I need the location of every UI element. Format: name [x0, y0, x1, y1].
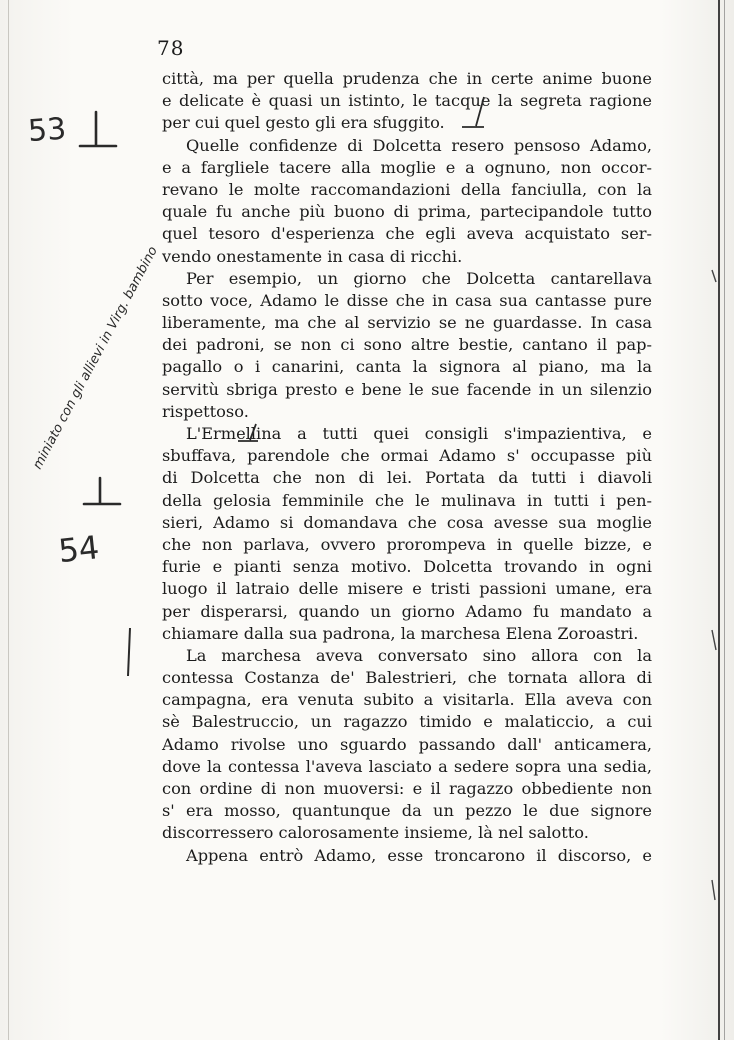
text-line: Adamo rivolse uno sguardo passando dall' anticamera,: [162, 734, 652, 754]
pencil-vertical-line: [128, 628, 130, 676]
text-line: discorressero calorosamente insieme, là nel salotto.: [162, 823, 589, 843]
text-line: Appena entrò Adamo, esse troncarono il discorso, e: [186, 845, 652, 865]
body-text: [162, 68, 652, 867]
text-line: liberamente, ma che al servizio se ne guardasse. In casa: [162, 313, 652, 333]
text-line: con ordine di non muoversi: e il ragazzo obbediente non: [162, 779, 652, 798]
text-line: furie e pianti senza motivo. Dolcetta trovando in ogni: [162, 557, 652, 577]
text-line: di Dolcetta che non di lei. Portata da tutti i diavoli: [162, 468, 652, 488]
margin-note-diagonal: miniato con gli allievi in Virg. bambino: [30, 244, 161, 472]
text-line: La marchesa aveva conversato sino allora con la: [186, 645, 652, 665]
text-line: quale fu anche più buono di prima, partecipandole tutto: [162, 202, 652, 222]
text-line: e delicate è quasi un istinto, le tacque la segreta ragione: [162, 91, 652, 111]
text-line: sotto voce, Adamo le disse che in casa sua cantasse pure: [162, 290, 652, 310]
text-line: vendo onestamente in casa di ricchi.: [162, 246, 463, 266]
page-gutter-line: [8, 0, 9, 1040]
text-line: sieri, Adamo si domandava che cosa avesse sua moglie: [162, 512, 652, 532]
text-line: che non parlava, ovvero prorompeva in quelle bizze, e: [162, 534, 652, 554]
text-line: revano le molte raccomandazioni della fanciulla, con la: [162, 179, 652, 199]
text-line: s' era mosso, quantunque da un pezzo le due signore: [162, 801, 652, 821]
text-line: per cui quel gesto gli era sfuggito.: [162, 113, 445, 133]
text-line: dei padroni, se non ci sono altre bestie, cantano il pap-: [162, 335, 652, 355]
pencil-mark-53: [80, 112, 116, 146]
margin-note-53: 53: [26, 111, 68, 150]
text-line: Quelle confidenze di Dolcetta resero pensoso Adamo,: [186, 135, 652, 155]
text-line: sbuffava, parendole che ormai Adamo s' occupasse più: [162, 446, 652, 466]
text-line: chiamare dalla sua padrona, la marchesa Elena Zoroastri.: [162, 623, 639, 643]
text-line: della gelosia femminile che le mulinava in tutti i pen-: [162, 490, 652, 510]
page-edge-rule-inner: [724, 0, 725, 1040]
text-line: dove la contessa l'aveva lasciato a sedere sopra una sedia,: [162, 756, 652, 776]
text-line: città, ma per quella prudenza che in certe anime buone: [162, 69, 652, 88]
text-line: Per esempio, un giorno che Dolcetta cantarellava: [186, 268, 652, 288]
text-line: quel tesoro d'esperienza che egli aveva acquistato ser-: [162, 224, 652, 244]
text-line: L'Ermellina a tutti quei consigli s'impazientiva, e: [186, 424, 652, 443]
margin-note-54: 54: [56, 528, 102, 571]
text-line: e a fargliele tacere alla moglie e a ognuno, non occor-: [162, 157, 652, 177]
text-line: per disperarsi, quando un giorno Adamo fu mandato a: [162, 601, 652, 621]
pencil-mark-54: [84, 478, 120, 504]
page-edge-rule: [718, 0, 720, 1040]
text-line: servitù sbriga presto e bene le sue facende in un silenzio: [162, 379, 652, 399]
text-line: sè Balestruccio, un ragazzo timido e malaticcio, a cui: [162, 712, 652, 732]
text-line: campagna, era venuta subito a visitarla. Ella aveva con: [162, 690, 652, 710]
text-line: contessa Costanza de' Balestrieri, che tornata allora di: [162, 668, 652, 688]
text-line: pagallo o i canarini, canta la signora al piano, ma la: [162, 357, 652, 377]
edge-mark: [712, 270, 716, 900]
text-line: rispettoso.: [162, 401, 249, 421]
page-number: 78: [157, 36, 185, 60]
text-line: luogo il latraio delle misere e tristi passioni umane, era: [162, 579, 652, 599]
